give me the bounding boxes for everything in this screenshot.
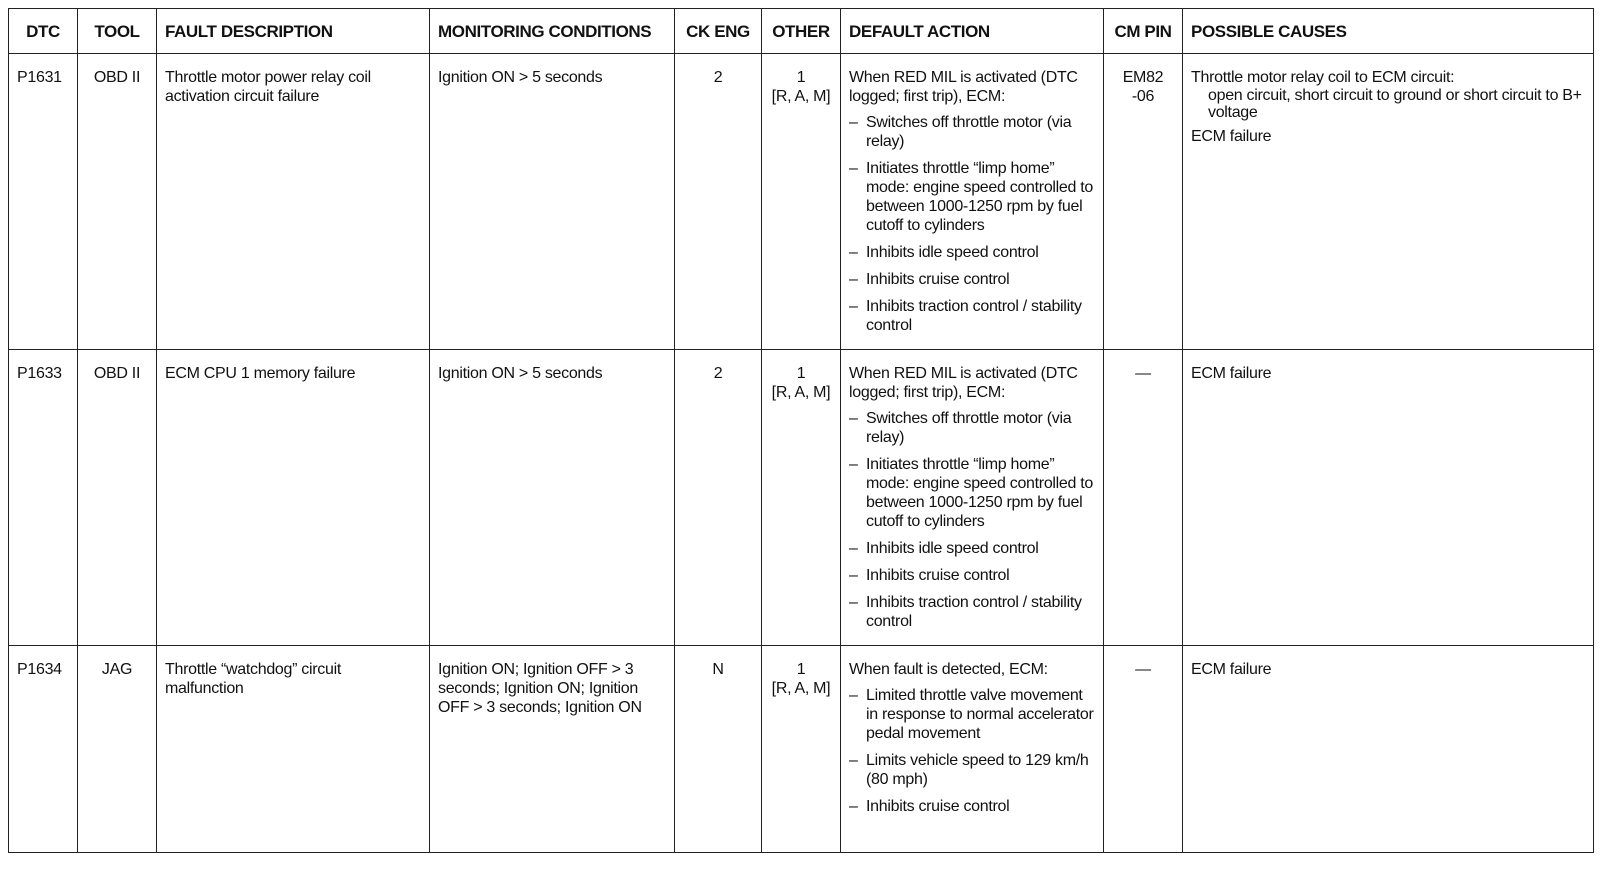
action-item: – Switches off throttle motor (via relay)	[849, 409, 1095, 447]
header-possible-causes: POSSIBLE CAUSES	[1183, 9, 1594, 54]
dtc-code: P1634	[9, 646, 78, 853]
action-item: – Limited throttle valve movement in response to normal accelerator pedal movement	[849, 686, 1095, 743]
header-tool: TOOL	[78, 9, 157, 54]
cm-pin: —	[1104, 646, 1183, 853]
header-dtc: DTC	[9, 9, 78, 54]
action-lead: When RED MIL is activated (DTC logged; first trip), ECM:	[849, 365, 1078, 401]
header-fault-description: FAULT DESCRIPTION	[157, 9, 430, 54]
tool: OBD II	[78, 350, 157, 646]
other-codes: [R, A, M]	[771, 384, 831, 401]
action-list	[849, 409, 1095, 631]
table-row	[9, 350, 1594, 646]
table-row	[9, 646, 1594, 853]
default-action	[841, 646, 1104, 853]
monitoring-conditions: Ignition ON; Ignition OFF > 3 seconds; Ignition ON; Ignition OFF > 3 seconds; Ignition ON	[430, 646, 675, 853]
dtc-code: P1633	[9, 350, 78, 646]
action-list	[849, 686, 1095, 816]
ck-eng: 2	[675, 54, 762, 350]
header-ck-eng: CK ENG	[675, 9, 762, 54]
ck-eng: N	[675, 646, 762, 853]
action-item: – Switches off throttle motor (via relay)	[849, 113, 1095, 151]
header-cm-pin: CM PIN	[1104, 9, 1183, 54]
other-value: 1	[796, 69, 806, 86]
other-codes: [R, A, M]	[771, 88, 831, 105]
tool: JAG	[78, 646, 157, 853]
ck-eng: 2	[675, 350, 762, 646]
action-item: – Inhibits idle speed control	[849, 539, 1095, 558]
other-value: 1	[796, 365, 806, 382]
fault-description: Throttle “watchdog” circuit malfunction	[157, 646, 430, 853]
action-item: – Inhibits traction control / stability control	[849, 297, 1095, 335]
other	[762, 54, 841, 350]
cause-main: Throttle motor relay coil to ECM circuit:	[1191, 69, 1455, 86]
action-item: – Initiates throttle “limp home” mode: engine speed controlled to between 1000-1250 rpm by fuel cutoff to cylinders	[849, 455, 1095, 531]
action-lead: When fault is detected, ECM:	[849, 661, 1048, 678]
action-item: – Inhibits cruise control	[849, 797, 1095, 816]
tool: OBD II	[78, 54, 157, 350]
possible-causes: ECM failure	[1183, 350, 1594, 646]
cm-pin-line: EM82	[1122, 69, 1164, 86]
action-item: – Inhibits idle speed control	[849, 243, 1095, 262]
cm-pin	[1104, 54, 1183, 350]
default-action	[841, 350, 1104, 646]
possible-causes	[1183, 54, 1594, 350]
header-row	[9, 9, 1594, 54]
header-monitoring-conditions: MONITORING CONDITIONS	[430, 9, 675, 54]
fault-description: ECM CPU 1 memory failure	[157, 350, 430, 646]
cause-item	[1191, 68, 1585, 121]
cm-pin-line: -06	[1131, 88, 1155, 105]
cm-pin: —	[1104, 350, 1183, 646]
other	[762, 646, 841, 853]
default-action	[841, 54, 1104, 350]
other-codes: [R, A, M]	[771, 680, 831, 697]
other-value: 1	[796, 661, 806, 678]
action-lead: When RED MIL is activated (DTC logged; first trip), ECM:	[849, 69, 1078, 105]
dtc-table	[8, 8, 1594, 853]
action-item: – Limits vehicle speed to 129 km/h (80 mph)	[849, 751, 1095, 789]
cause-detail: open circuit, short circuit to ground or short circuit to B+ voltage	[1208, 87, 1582, 121]
header-other: OTHER	[762, 9, 841, 54]
action-item: – Inhibits cruise control	[849, 270, 1095, 289]
possible-causes: ECM failure	[1183, 646, 1594, 853]
other	[762, 350, 841, 646]
cause-item: ECM failure	[1191, 128, 1272, 145]
action-item: – Initiates throttle “limp home” mode: engine speed controlled to between 1000-1250 rpm by fuel cutoff to cylinders	[849, 159, 1095, 235]
action-list	[849, 113, 1095, 335]
fault-description: Throttle motor power relay coil activation circuit failure	[157, 54, 430, 350]
dtc-code: P1631	[9, 54, 78, 350]
table-row	[9, 54, 1594, 350]
action-item: – Inhibits traction control / stability control	[849, 593, 1095, 631]
monitoring-conditions: Ignition ON > 5 seconds	[430, 54, 675, 350]
monitoring-conditions: Ignition ON > 5 seconds	[430, 350, 675, 646]
header-default-action: DEFAULT ACTION	[841, 9, 1104, 54]
action-item: – Inhibits cruise control	[849, 566, 1095, 585]
